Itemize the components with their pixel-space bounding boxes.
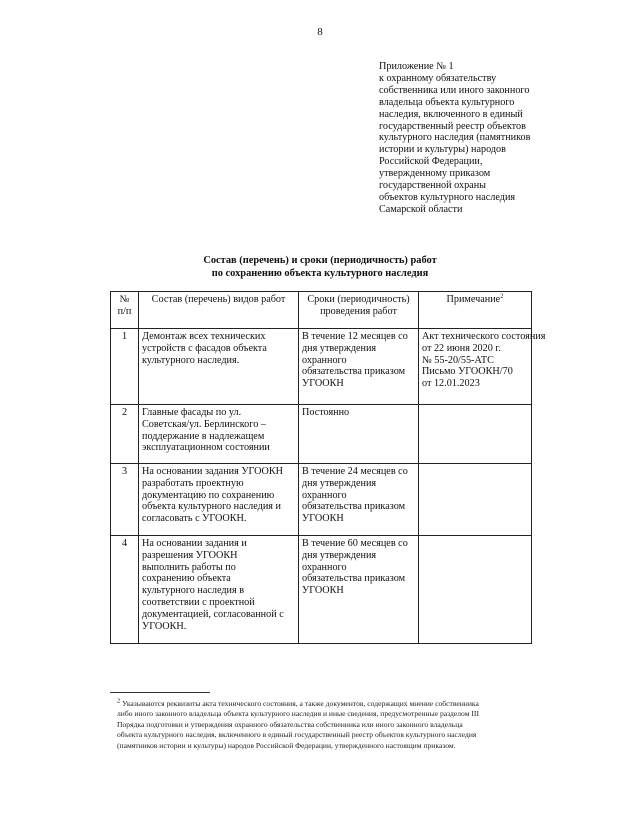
appendix-line: объектов культурного наследия	[379, 191, 516, 203]
row-number: 4	[111, 536, 139, 644]
cell-line: поддержание в надлежащем	[142, 430, 265, 442]
cell-line: выполнить работы по	[142, 561, 236, 573]
footnote-ref: 2	[500, 292, 504, 300]
cell-line: обязательства приказом	[302, 573, 406, 585]
header-terms	[299, 292, 419, 329]
row-terms	[299, 464, 419, 536]
cell-line: дня утверждения	[302, 477, 377, 489]
cell-line: дня утверждения	[302, 549, 377, 561]
appendix-line: собственника или иного законного	[379, 84, 530, 96]
cell-line: Письмо УГООКН/70	[422, 366, 513, 378]
cell-line: охранного	[302, 354, 347, 366]
cell-line: № 55-20/55-АТС	[422, 354, 494, 366]
table-row	[111, 405, 532, 464]
footnote-text: Указываются реквизиты акта технического состояния, а также документов, содержащих мнение собственника	[120, 699, 479, 708]
cell-line: УГООКН	[302, 378, 344, 390]
header-works	[139, 292, 299, 329]
row-number: 3	[111, 464, 139, 536]
footnote-line: либо иного законного владельца объекта культурного наследия и иные сведения, предусмотренные разделом III	[117, 709, 479, 719]
appendix-line: Российской Федерации,	[379, 156, 483, 168]
footnote-mark: 2	[117, 697, 121, 705]
row-note	[419, 329, 546, 405]
cell-line: Постоянно	[302, 407, 350, 418]
cell-line: В течение 24 месяцев со	[302, 466, 408, 477]
row-terms	[299, 536, 419, 644]
cell-line: На основании задания и	[142, 538, 247, 549]
table-row	[111, 536, 532, 644]
appendix-line: к охранному обязательству	[379, 72, 497, 84]
row-works	[139, 464, 299, 536]
appendix-line: Самарской области	[379, 203, 463, 215]
header-terms-line: Сроки (периодичность)	[307, 294, 410, 305]
cell-line: Советская/ул. Берлинского –	[142, 418, 266, 430]
cell-line: УГООКН.	[142, 620, 187, 632]
cell-line: УГООКН	[302, 513, 344, 525]
cell-line: охранного	[302, 561, 347, 573]
table-header-row	[111, 292, 532, 329]
header-note	[419, 292, 532, 329]
document-title	[0, 255, 640, 280]
row-terms	[299, 329, 419, 405]
cell-line: объекта культурного наследия и	[142, 501, 281, 513]
cell-line: документацию по сохранению	[142, 489, 275, 501]
header-number-line: №	[119, 294, 130, 305]
cell-line: устройств с фасадов объекта	[142, 342, 267, 354]
cell-line: культурного наследия в	[142, 585, 245, 597]
cell-line: На основании задания УГООКН	[142, 466, 284, 477]
cell-line: разработать проектную	[142, 477, 244, 489]
footnote-line: объекта культурного наследия, включенного в единый государственный реестр объектов культурного наследия	[117, 730, 477, 740]
page-number: 8	[317, 26, 323, 38]
cell-line: обязательства приказом	[302, 501, 406, 513]
row-number: 1	[111, 329, 139, 405]
row-number: 2	[111, 405, 139, 464]
cell-line: дня утверждения	[302, 342, 377, 354]
header-number-line: п/п	[117, 305, 132, 317]
appendix-line: государственной охраны	[379, 180, 486, 192]
row-works	[139, 329, 299, 405]
appendix-line: владельца объекта культурного	[379, 96, 515, 108]
appendix-header	[379, 61, 594, 216]
row-note	[419, 405, 532, 464]
cell-line: культурного наследия.	[142, 354, 240, 366]
row-works	[139, 405, 299, 464]
cell-line: документацией, согласованной с	[142, 608, 284, 620]
appendix-line: культурного наследия (памятников	[379, 132, 531, 144]
appendix-line: истории и культуры) народов	[379, 144, 506, 156]
row-note	[419, 464, 532, 536]
header-number	[111, 292, 139, 329]
cell-line: разрешения УГООКН	[142, 549, 238, 561]
cell-line: эксплуатационном состоянии	[142, 442, 270, 454]
works-table	[110, 291, 546, 644]
cell-line: В течение 60 месяцев со	[302, 538, 408, 549]
cell-line: В течение 12 месяцев со	[302, 331, 408, 342]
cell-line: Главные фасады по ул.	[142, 407, 242, 418]
cell-line: от 12.01.2023	[422, 378, 480, 390]
row-works	[139, 536, 299, 644]
footnote	[117, 699, 537, 751]
appendix-line: утвержденному приказом	[379, 168, 491, 180]
footnote-line: Порядка подготовки и утверждения охранного обязательства собственника или иного законного владельца	[117, 719, 463, 729]
table-row	[111, 329, 532, 405]
title-line-2: по сохранению объекта культурного наследия	[211, 267, 429, 279]
row-note	[419, 536, 532, 644]
header-works-line: Состав (перечень) видов работ	[151, 294, 286, 305]
cell-line: Демонтаж всех технических	[142, 331, 266, 342]
cell-line: охранного	[302, 489, 347, 501]
cell-line: от 22 июня 2020 г.	[422, 342, 501, 354]
cell-line: соответствии с проектной	[142, 596, 255, 608]
cell-line: УГООКН	[302, 585, 344, 597]
appendix-line: Приложение № 1	[379, 61, 454, 72]
cell-line: согласовать с УГООКН.	[142, 513, 247, 525]
footnote-divider	[110, 692, 210, 693]
cell-line: обязательства приказом	[302, 366, 406, 378]
appendix-line: наследия, включенного в единый	[379, 108, 523, 120]
header-terms-line: проведения работ	[320, 305, 397, 317]
table-row	[111, 464, 532, 536]
header-note-label: Примечание	[446, 294, 501, 305]
footnote-line: (памятников истории и культуры) народов Российской Федерации, утвержденного настоящим приказом.	[117, 740, 456, 750]
title-line-1: Состав (перечень) и сроки (периодичность) работ	[203, 255, 437, 266]
footnote-line	[117, 699, 537, 709]
appendix-line: государственный реестр объектов	[379, 120, 526, 132]
cell-line: сохранению объекта	[142, 573, 231, 585]
cell-line: Акт технического состояния	[422, 331, 546, 342]
row-terms	[299, 405, 419, 464]
